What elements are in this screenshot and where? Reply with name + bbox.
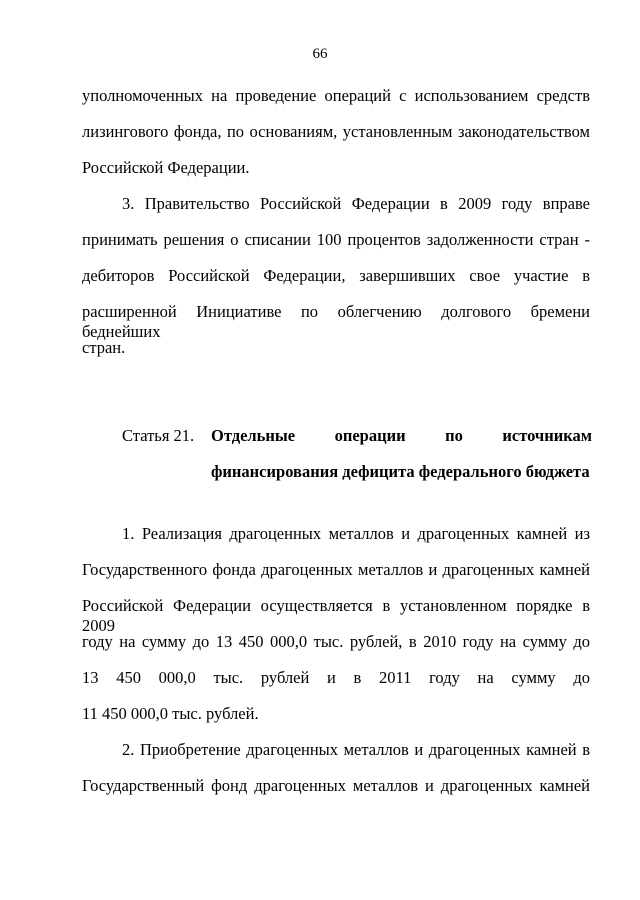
text-line: лизингового фонда, по основаниям, установленным законодательством <box>82 122 590 141</box>
page-number: 66 <box>312 46 328 62</box>
text-line: стран. <box>82 338 126 357</box>
text-line: 3. Правительство Российской Федерации в 2009 году вправе <box>122 194 590 213</box>
text-line: 2. Приобретение драгоценных металлов и драгоценных камней в <box>122 740 590 759</box>
article-title-line: Отдельные операции по источникам <box>211 426 592 445</box>
text-line: расширенной Инициативе по облегчению долгового бремени беднейших <box>82 302 590 341</box>
text-line: уполномоченных на проведение операций с использованием средств <box>82 86 590 105</box>
text-line: Российской Федерации. <box>82 158 250 177</box>
article-title-line: финансирования дефицита федерального бюджета <box>211 462 590 481</box>
text-line: 11 450 000,0 тыс. рублей. <box>82 704 259 723</box>
text-line: Государственного фонда драгоценных металлов и драгоценных камней <box>82 560 590 579</box>
text-line: Государственный фонд драгоценных металлов и драгоценных камней <box>82 776 590 795</box>
text-line: Российской Федерации осуществляется в установленном порядке в 2009 <box>82 596 590 635</box>
text-line: 1. Реализация драгоценных металлов и драгоценных камней из <box>122 524 590 543</box>
text-line: дебиторов Российской Федерации, завершивших свое участие в <box>82 266 590 285</box>
text-line: году на сумму до 13 450 000,0 тыс. рублей, в 2010 году на сумму до <box>82 632 590 651</box>
text-line: 13 450 000,0 тыс. рублей и в 2011 году на сумму до <box>82 668 590 687</box>
article-label: Статья 21. <box>122 426 195 445</box>
text-line: принимать решения о списании 100 процентов задолженности стран - <box>82 230 590 249</box>
